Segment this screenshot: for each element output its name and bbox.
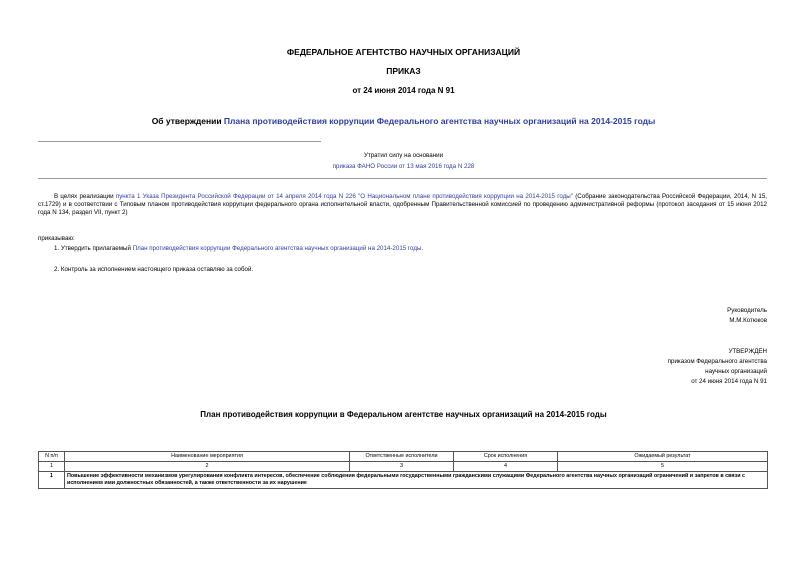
order-item-1 [54,245,423,253]
approval-block [560,347,767,387]
title-prefix: Об утверждении [151,116,224,126]
title-link[interactable]: Плана противодействия коррупции Федерального агентства научных организаций на 2014-2015 годы [223,116,656,126]
divider-long [38,178,767,179]
preamble-text-1: В целях реализации [54,193,116,200]
order-intro: приказываю: [38,235,75,242]
status-note [0,152,807,171]
section-heading: Повышение эффективности механизмов урегулирования конфликта интересов, обеспечение соблюдения федеральными государственными гражданскими служащими Федерального агентства научных организаций ограничений и запретов в связи с исполнением ими должностных обязанностей, а также ответственности за их нарушение [65,472,768,489]
approval-line-2: приказом Федерального агентства [667,358,767,365]
preamble-paragraph [38,193,767,218]
header-cell-activity: Наименование мероприятия [65,452,350,462]
status-line: Утратил силу на основании [363,152,444,159]
preamble-link[interactable]: пункта 1 Указа Президента Российской Федерации от 14 апреля 2014 года N 226 "О Национальном плане противодействия коррупции на 2014-2015 годы" [115,193,573,200]
order-item-1-suffix: . [421,245,424,252]
order-item-2: 2. Контроль за исполнением настоящего приказа оставляю за собой. [54,266,254,273]
table-header-row [39,452,768,462]
divider-short [38,141,321,142]
document-title [0,116,807,126]
numbering-cell: 5 [558,462,768,472]
order-item-1-link[interactable]: План противодействия коррупции Федерального агентства научных организаций на 2014-2015 годы [132,245,422,252]
header-cell-number: N п/п [39,452,65,462]
preamble-text-2: (Собрание законодательства Российской Федерации, 2014, N 15, ст.1729) и в соответствии с Типовым планом противодействия коррупции федерального органа исполнительной власти, одобренным Правительственной комиссией по проведению административной реформы (протокол заседания от 15 июня 2012 года N 134, раздел VII, пункт 2) [38,193,767,217]
signature-role: Руководитель [727,307,767,314]
plan-table [38,451,768,489]
table-row [39,472,768,489]
header-cell-responsible: Ответственные исполнители [350,452,454,462]
approval-line-4: от 24 июня 2014 года N 91 [691,378,767,385]
agency-name: ФЕДЕРАЛЬНОЕ АГЕНТСТВО НАУЧНЫХ ОРГАНИЗАЦИЙ [286,47,521,57]
header-cell-result: Ожидаемый результат [558,452,768,462]
status-link[interactable]: приказа ФАНО России от 13 мая 2016 года N 228 [332,163,475,171]
numbering-cell: 4 [454,462,558,472]
document-date: от 24 июня 2014 года N 91 [352,86,455,95]
table-numbering-row [39,462,768,472]
signature-block [560,307,767,325]
signature-name: М.М.Котюков [729,317,767,325]
row-number: 1 [39,472,65,489]
approval-line-3: научных организаций [705,368,767,375]
numbering-cell: 2 [65,462,350,472]
order-item-1-prefix: 1. Утвердить прилагаемый [54,245,133,252]
numbering-cell: 1 [39,462,65,472]
approval-line-1: УТВЕРЖДЕН [728,348,767,355]
plan-title: План противодействия коррупции в Федеральном агентстве научных организаций на 2014-2015 годы [200,410,607,419]
numbering-cell: 3 [350,462,454,472]
document-type: ПРИКАЗ [386,66,421,76]
header-cell-deadline: Срок исполнения [454,452,558,462]
